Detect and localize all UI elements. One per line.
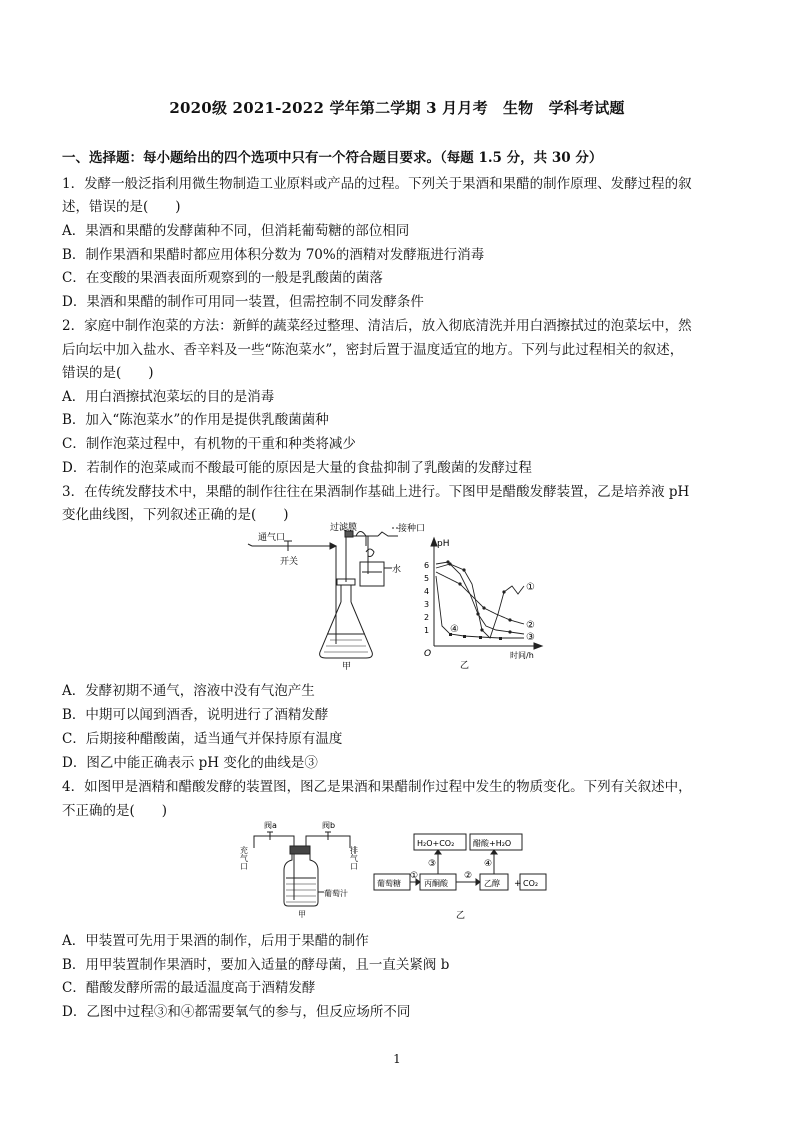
q4-stem-line2: 不正确的是( )	[62, 803, 168, 819]
q4-jia-caption: 甲	[298, 910, 306, 919]
q3-jia-filter-label: 过滤膜	[330, 523, 358, 533]
q2-stem-line2: 后向坛中加入盐水、香辛料及一些“陈泡菜水”，密封后置于温度适宜的地方。下列与此过程相关的叙述，	[62, 342, 684, 358]
q3-yi-curve1-label: ①	[526, 582, 535, 593]
q3-stem-line1: 3．在传统发酵技术中，果醋的制作往往在果酒制作基础上进行。下图甲是醋酸发酵装置，乙是培养液 pH	[62, 484, 690, 500]
q1-option-b: B．制作果酒和果醋时都应用体积分数为 70%的酒精对发酵瓶进行消毒	[62, 247, 485, 263]
q4-figure-yi	[372, 830, 558, 920]
q4-yi-process2: ②	[464, 871, 473, 881]
q2-option-c: C．制作泡菜过程中，有机物的干重和种类将减少	[62, 436, 356, 452]
q2-option-a: A．用白酒擦拭泡菜坛的目的是消毒	[62, 389, 275, 405]
q3-yi-caption: 乙	[460, 661, 470, 671]
q3-jia-seed-port-label: 接种口	[398, 524, 426, 534]
q4-option-a: A．甲装置可先用于果酒的制作，后用于果醋的制作	[62, 933, 369, 949]
q4-yi-process3: ③	[428, 859, 437, 869]
q4-jia-juice-label: 葡萄汁	[324, 889, 348, 898]
q4-option-d: D．乙图中过程③和④都需要氧气的参与，但反应场所不同	[62, 1004, 411, 1020]
q4-jia-valve-a-label: 阀a	[264, 821, 277, 830]
q3-option-c: C．后期接种醋酸菌，适当通气并保持原有温度	[62, 731, 343, 747]
q3-yi-ytick: 2	[424, 613, 430, 622]
q3-yi-ytick: 6	[424, 561, 430, 570]
q3-yi-ytick: 5	[424, 574, 430, 583]
q3-yi-curve3-label: ③	[526, 632, 535, 643]
q4-stem-line1: 4．如图甲是酒精和醋酸发酵的装置图，图乙是果酒和果醋制作过程中发生的物质变化。下列有关叙述中，	[62, 779, 692, 795]
q3-yi-ytick: 4	[424, 587, 430, 596]
page-title: 2020级 2021-2022 学年第二学期 3 月月考 生物 学科考试题	[169, 99, 625, 117]
q3-jia-caption: 甲	[342, 662, 352, 672]
q1-option-d: D．果酒和果醋的制作可用同一装置，但需控制不同发酵条件	[62, 294, 424, 310]
q3-option-d: D．图乙中能正确表示 pH 变化的曲线是③	[62, 755, 318, 771]
q4-yi-process4: ④	[484, 859, 493, 869]
q1-stem-line2: 述，错误的是( )	[62, 199, 181, 215]
section-heading: 一、选择题：每小题给出的四个选项中只有一个符合题目要求。（每题 1.5 分，共 30 分）	[62, 150, 603, 166]
q3-yi-origin: O	[424, 649, 432, 659]
q1-option-a: A．果酒和果醋的发酵菌种不同，但消耗葡萄糖的部位相同	[62, 223, 410, 239]
q3-option-a: A．发酵初期不通气，溶液中没有气泡产生	[62, 683, 315, 699]
q3-yi-ylabel: pH	[437, 539, 450, 549]
q3-yi-ytick: 3	[424, 600, 430, 609]
q1-stem-line1: 1．发酵一般泛指利用微生物制造工业原料或产品的过程。下列关于果酒和果醋的制作原理、发酵过程的叙	[62, 176, 692, 192]
q2-stem-line1: 2．家庭中制作泡菜的方法：新鲜的蔬菜经过整理、清洁后，放入彻底清洗并用白酒擦拭过的泡菜坛中，然	[62, 318, 692, 334]
q4-yi-caption: 乙	[456, 911, 466, 921]
q2-option-b: B．加入“陈泡菜水”的作用是提供乳酸菌菌种	[62, 412, 329, 428]
q2-stem-line3: 错误的是( )	[62, 365, 154, 381]
q3-stem-line2: 变化曲线图，下列叙述正确的是( )	[62, 507, 289, 523]
q4-yi-top1: H₂O+CO₂	[417, 839, 455, 848]
q3-yi-xlabel: 时间/h	[510, 651, 534, 660]
q3-yi-curve4-label: ④	[450, 624, 459, 635]
q4-jia-valve-b-label: 阀b	[322, 821, 336, 830]
q4-figure-jia	[239, 820, 368, 920]
q4-jia-inlet-label: 充气口	[239, 846, 249, 870]
q4-yi-ethanol: 乙醇	[484, 879, 500, 888]
q3-yi-curve2-label: ②	[526, 620, 535, 631]
q4-option-b: B．用甲装置制作果酒时，要加入适量的酵母菌，且一直关紧阀 b	[62, 957, 450, 973]
q3-jia-water-label: 水	[392, 565, 402, 575]
q4-yi-plus: +	[514, 879, 522, 889]
q4-jia-outlet-label: 排气口	[349, 846, 359, 870]
q3-yi-ytick: 1	[424, 626, 430, 635]
q4-yi-co2: CO₂	[523, 879, 539, 888]
q3-jia-inlet-label: 通气口	[258, 533, 286, 543]
q1-option-c: C．在变酸的果酒表面所观察到的一般是乳酸菌的菌落	[62, 270, 383, 286]
q3-option-b: B．中期可以闻到酒香，说明进行了酒精发酵	[62, 707, 329, 723]
q3-jia-switch-label: 开关	[280, 557, 299, 567]
q4-option-c: C．醋酸发酵所需的最适温度高于酒精发酵	[62, 980, 316, 996]
q4-yi-pyruvate: 丙酮酸	[424, 879, 448, 888]
q4-yi-process1: ①	[410, 871, 419, 881]
q2-option-d: D．若制作的泡菜咸而不酸最可能的原因是大量的食盐抑制了乳酸菌的发酵过程	[62, 460, 532, 476]
q4-yi-top2: 醋酸+H₂O	[473, 839, 512, 848]
q4-yi-glucose: 葡萄糖	[377, 879, 401, 888]
q3-figure-jia	[248, 522, 426, 672]
page-number: 1	[393, 1052, 401, 1066]
q3-figure-yi	[420, 534, 550, 670]
